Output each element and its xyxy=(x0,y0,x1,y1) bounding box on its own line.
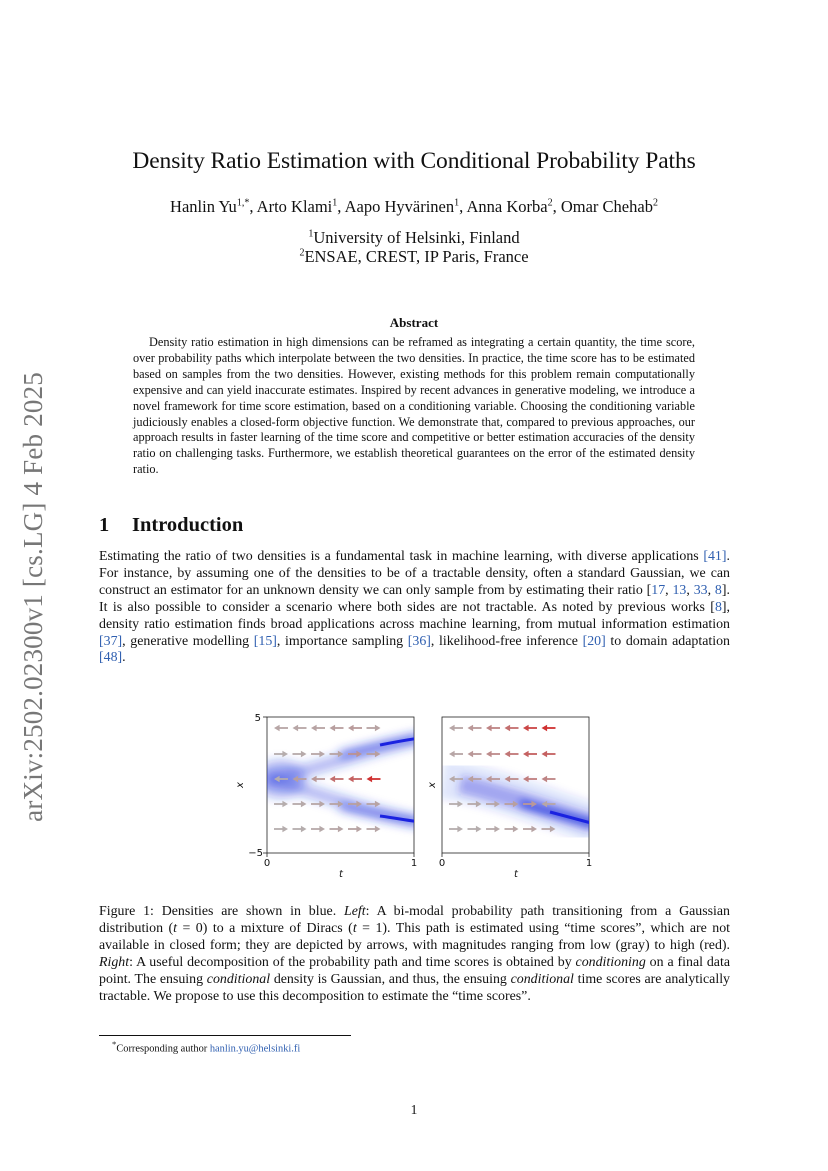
abstract-heading: Abstract xyxy=(389,315,439,330)
intro-text: ], density ratio estimation finds broad applications across machine learning, from mutual information estimation xyxy=(99,599,730,632)
intro-text: , importance sampling xyxy=(276,633,408,649)
left-xaxis-label: t xyxy=(339,869,343,880)
author-name: Hanlin Yu xyxy=(170,197,237,216)
footnote-email-link[interactable]: hanlin.yu@helsinki.fi xyxy=(209,1043,301,1055)
caption-emphasis: conditional xyxy=(206,971,271,987)
intro-text: . xyxy=(122,650,126,666)
section-number: 1 xyxy=(99,514,110,536)
footnote-rule xyxy=(99,1035,351,1036)
caption-text: = 0) to a mixture of Diracs ( xyxy=(177,920,353,936)
citation-link[interactable]: 13 xyxy=(672,582,687,598)
intro-text: to domain adaptation xyxy=(605,633,731,649)
affiliation-text: ENSAE, CREST, IP Paris, France xyxy=(304,247,529,266)
right-xtick-label: 0 xyxy=(438,858,446,869)
author-mark: 2 xyxy=(652,197,658,209)
author-mark: 2 xyxy=(547,197,553,209)
page-number: 1 xyxy=(410,1102,418,1117)
affiliation-mark: 2 xyxy=(299,247,305,259)
author-name: Aapo Hyvärinen xyxy=(344,197,455,216)
caption-emphasis: Right xyxy=(99,954,130,970)
author-list: Hanlin $Yu^{1,*}$, Arto Klami$^1$, Aapo Hyvärinen$^1$, Anna Korba$^2$, Omar Chehab$^2$ xyxy=(170,197,658,216)
caption-text: density is Gaussian, and thus, the ensuing xyxy=(270,971,511,987)
affiliation xyxy=(0,228,828,248)
left-ytick-label: −5 xyxy=(248,848,263,859)
left-panel xyxy=(235,713,420,880)
author-mark: 1,* xyxy=(236,197,250,209)
caption-emphasis: conditional xyxy=(510,971,574,987)
caption-emphasis: conditioning xyxy=(575,954,646,970)
affiliation-text: University of Helsinki, Finland xyxy=(313,228,520,247)
intro-text: , generative modelling xyxy=(122,633,254,649)
citation-link[interactable]: 8 xyxy=(714,599,722,615)
citation-link[interactable]: [48] xyxy=(99,650,123,666)
introduction-paragraph: Estimating the ratio of two densities is a fundamental task in machine learning, with diverse applications [41]. For instance, by assuming one of the densities to be of a tractable density, often a standard Gaussian, we can construct an estimator for an unknown density we can only sample from by estimating their ratio [17, 13, 33, 8]. It is also possible to consider a scenario where both sides are not tractable. As noted by previous works [8], density ratio estimation finds broad applications across machine learning, from mutual information estimation [37], generative modelling [15], importance sampling [36], likelihood-free inference [20] to domain adaptation [48]. xyxy=(99,549,731,666)
author-mark: 1 xyxy=(332,197,338,209)
caption-math: t xyxy=(352,920,357,936)
figure-caption xyxy=(99,904,730,1005)
section-heading xyxy=(99,514,243,537)
citation-link[interactable]: 8 xyxy=(714,582,722,598)
caption-text: Figure 1: Densities are shown in blue. xyxy=(99,904,345,919)
left-xtick-label: 0 xyxy=(263,858,271,869)
figure-1 xyxy=(230,700,610,890)
paper-title: Density Ratio Estimation with Conditional Probability Paths xyxy=(132,148,696,174)
left-ytick-label: 5 xyxy=(254,713,261,724)
citation-link[interactable]: 33 xyxy=(693,582,708,598)
affiliation-mark: 1 xyxy=(308,228,314,240)
right-panel xyxy=(427,717,595,880)
caption-text: time scores are analytically tractable. We propose to use this decomposition to estimate the “time scores”. xyxy=(99,971,730,1004)
caption-text: on a final data point. The ensuing xyxy=(99,954,730,987)
right-xtick-label: 1 xyxy=(585,858,593,869)
caption-emphasis: Left xyxy=(344,904,366,919)
caption-text: = 1). This path is estimated using “time scores”, which are not available in closed form; they are depicted by arrows, with magnitudes ranging from low (gray) to high (red). xyxy=(99,920,730,953)
caption-math: t xyxy=(173,920,178,936)
arxiv-stamp: arXiv:2502.02300v1 [cs.LG] 4 Feb 2025 xyxy=(18,372,48,822)
author-name: Arto Klami xyxy=(256,197,333,216)
intro-text: , likelihood-free inference xyxy=(430,633,583,649)
author-name: Anna Korba xyxy=(466,197,548,216)
intro-text: Estimating the ratio of two densities is a fundamental task in machine learning, with diverse applications xyxy=(99,549,704,564)
caption-text: : A useful decomposition of the probability path and time scores is obtained by xyxy=(129,954,576,970)
author-name: Omar Chehab xyxy=(560,197,653,216)
affiliation xyxy=(0,247,828,267)
right-yaxis-label: x xyxy=(427,782,438,788)
citation-link[interactable]: [41] xyxy=(703,549,727,564)
citation-link[interactable]: [36] xyxy=(407,633,431,649)
section-title: Introduction xyxy=(132,514,244,536)
left-xtick-label: 1 xyxy=(410,858,418,869)
intro-text: ]. It is also possible to consider a scenario where both sides are not tractable. As noted by previous works [ xyxy=(99,582,730,615)
citation-link[interactable]: [37] xyxy=(99,633,123,649)
right-xaxis-label: t xyxy=(514,869,518,880)
intro-text: . For instance, by assuming one of the densities to be of a tractable density, often a standard Gaussian, we can construct an estimator for an unknown density we can only sample from by estimating their ratio [ xyxy=(99,549,730,598)
author-mark: 1 xyxy=(454,197,460,209)
citation-link[interactable]: [20] xyxy=(582,633,606,649)
citation-link[interactable]: 17 xyxy=(651,582,666,598)
footnote xyxy=(112,1039,300,1054)
abstract-text: Density ratio estimation in high dimensions can be reframed as integrating a certain quantity, the time score, over probability paths which interpolate between the two densities. In practice, the time score has to be estimated based on samples from the two densities. However, existing methods for this problem remain computationally expensive and can yield inaccurate estimates. Inspired by recent advances in generative modeling, we introduce a novel framework for time score estimation, based on a conditioning variable. Choosing the conditioning variable judiciously enables a closed-form objective function. We demonstrate that, compared to previous approaches, our approach results in faster learning of the time score and competitive or better estimation accuracies of the density ratio on challenging tasks. Furthermore, we establish theoretical guarantees on the error of the estimated density ratio. xyxy=(133,335,695,477)
citation-link[interactable]: [15] xyxy=(253,633,277,649)
caption-text: : A bi-modal probability path transitioning from a Gaussian distribution ( xyxy=(99,904,730,936)
left-yaxis-label: x xyxy=(235,782,246,788)
footnote-mark: * xyxy=(112,1039,117,1049)
footnote-text: Corresponding author xyxy=(116,1043,210,1055)
